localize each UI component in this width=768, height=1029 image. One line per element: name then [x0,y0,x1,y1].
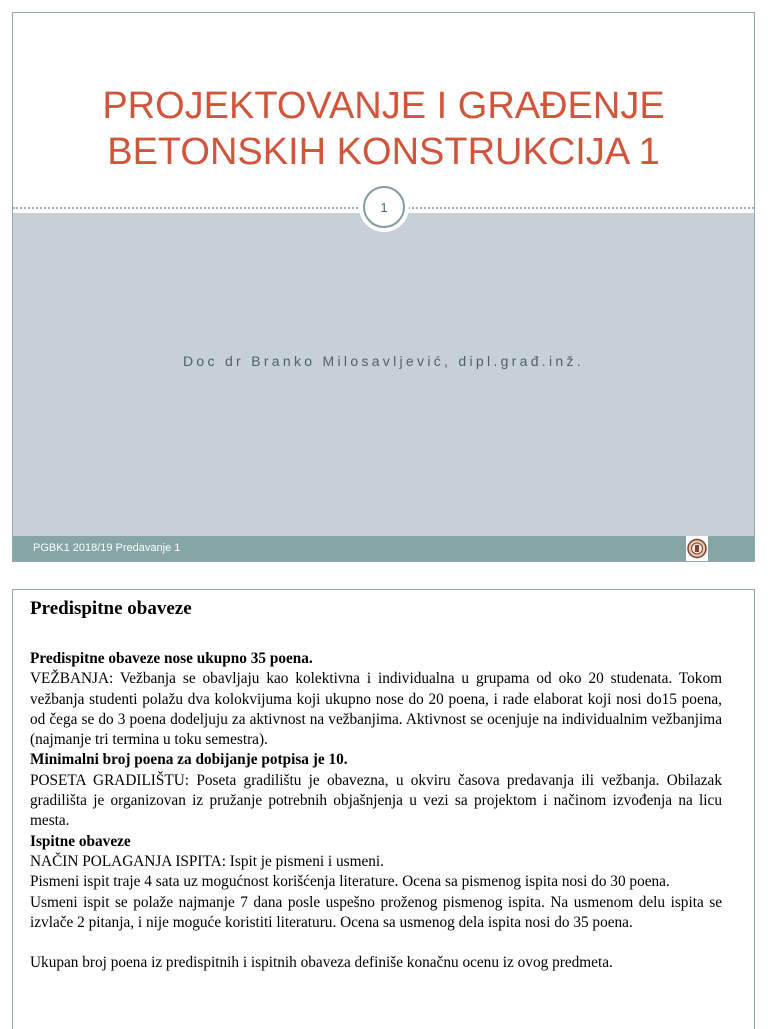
slide-footer [13,536,754,561]
author-line: Doc dr Branko Milosavljević, dipl.građ.inž. [182,353,584,369]
content-heading: Predispitne obaveze [30,598,192,619]
paragraph-site-visit: POSETA GRADILIŠTU: Poseta gradilištu je obavezna, u okviru časova predavanja ili vežbanja. Obilazak gradilišta je organizovan iz pružanje potrebnih objašnjenja u vezi sa projektom i načinom izvođenja na licu mesta. [30,771,722,830]
title-line-2: BETONSKIH KONSTRUKCIJA 1 [107,131,660,173]
paragraph-oral-exam: Usmeni ispit se polaže najmanje 7 dana posle uspešno proženog pismenog ispita. Na usmenom delu ispita se izvlače 2 pitanja, i nije moguće koristiti literaturu. Ocena sa usmenog dela ispita nosi do 35 poena. [30,893,722,931]
paragraph-written-exam: Pismeni ispit traje 4 sata uz mogućnost korišćenja literature. Ocena sa pismenog ispita nosi do 30 poena. [30,873,670,891]
university-seal-icon [686,536,708,561]
spacer [30,933,722,953]
paragraph-exercises: VEŽBANJA: Vežbanja se obavljaju kao kolektivna i individualna u grupama od oko 20 studenata. Tokom vežbanja studenti polažu dva kolokvijuma koji ukupno nose do 20 poena, i rade elaborat koji nosi do15 poena, od čega se do 3 poena dodeljuju za aktivnost na vežbanjima. Aktivnost se ocenjuje na individualnim vežbanjima (najmanje tri termina u toku semestra). [30,670,722,749]
content-slide [12,589,755,1029]
paragraph-exam-heading: Ispitne obaveze [30,832,131,850]
paragraph-points-summary: Predispitne obaveze nose ukupno 35 poena. [30,650,313,667]
paragraph-minimum-points: Minimalni broj poena za dobijanje potpisa je 10. [30,751,348,769]
paragraph-exam-method: NAČIN POLAGANJA ISPITA: Ispit je pismeni i usmeni. [30,852,385,870]
title-area [13,13,754,213]
title-line-1: PROJEKTOVANJE I GRAĐENJE [102,85,665,127]
title-slide [12,12,755,562]
slide-number-badge: 1 [363,186,405,228]
slide-title [13,83,754,175]
footer-text: PGBK1 2018/19 Predavanje 1 [33,542,181,554]
paragraph-final-grade: Ukupan broj poena iz predispitnih i ispitnih obaveza definiše konačnu ocenu iz ovog predmeta. [30,954,613,972]
subtitle-area [13,213,754,537]
content-body [30,649,722,973]
